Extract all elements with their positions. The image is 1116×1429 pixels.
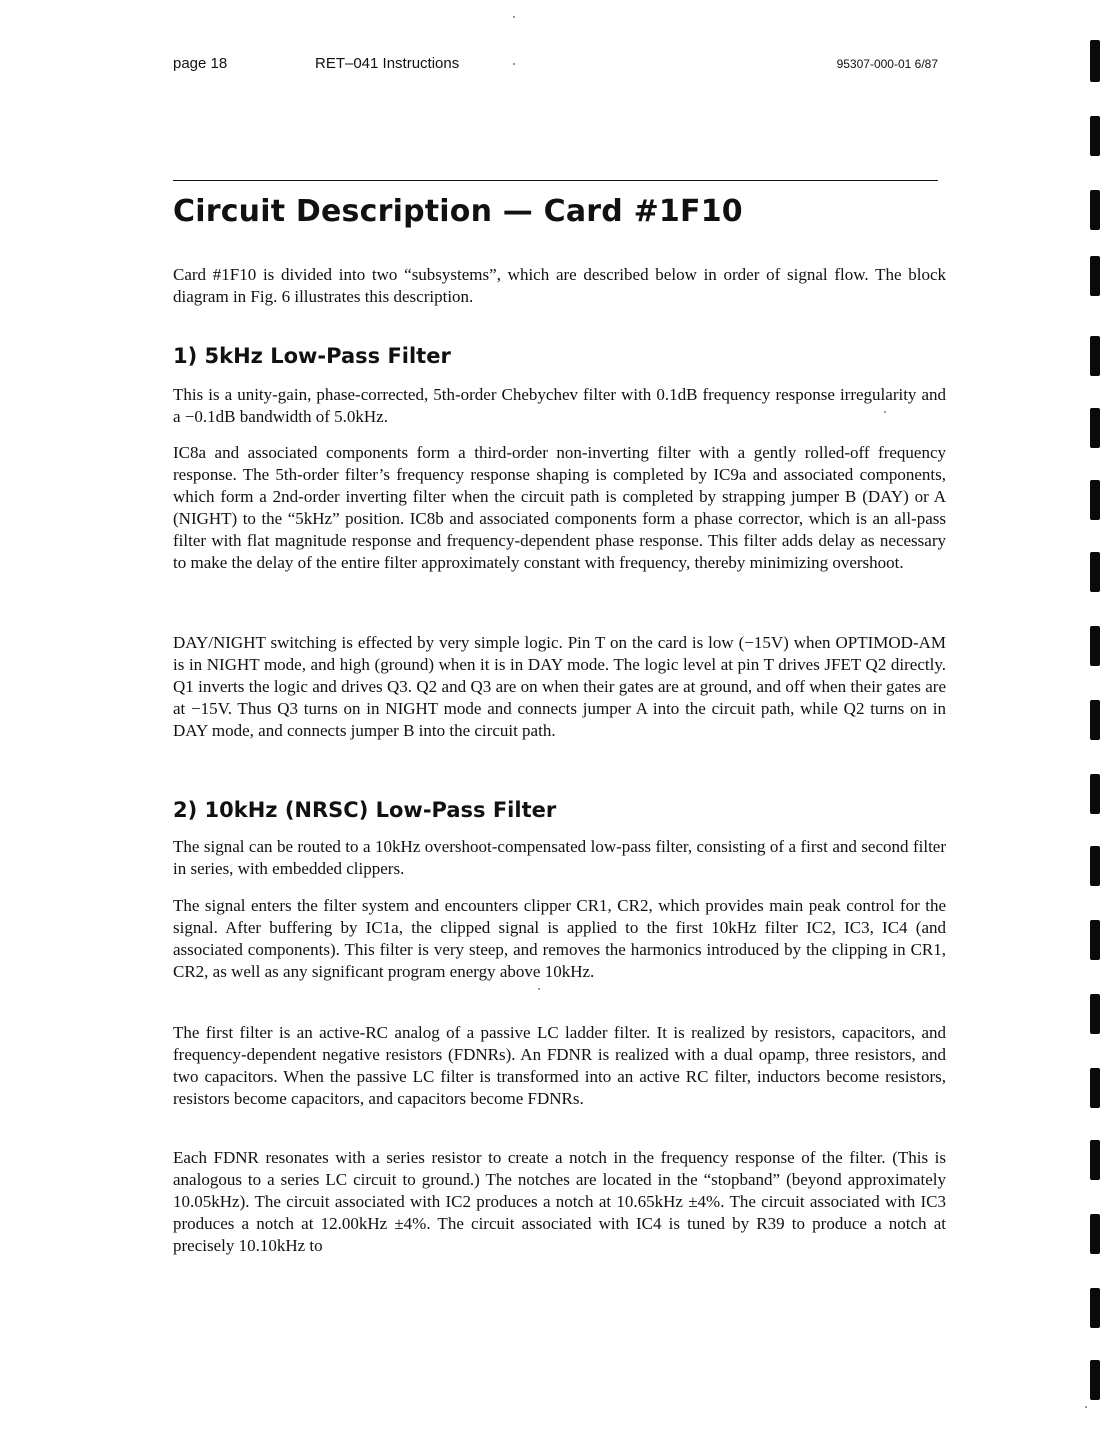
edge-mark — [1090, 190, 1100, 230]
document-title: RET–041 Instructions — [315, 55, 460, 72]
section-2-paragraph-1: The signal can be routed to a 10kHz overshoot-compensated low-pass filter, consisting of a first and second filter in series, with embedded clippers. — [173, 837, 946, 878]
edge-mark — [1090, 40, 1100, 82]
scan-speck — [538, 988, 540, 990]
scan-speck — [1085, 1406, 1087, 1408]
edge-mark — [1090, 336, 1100, 376]
edge-mark — [1090, 1214, 1100, 1254]
scan-speck — [513, 16, 515, 18]
edge-mark — [1090, 552, 1100, 592]
page-title: Circuit Description — Card #1F10 — [173, 194, 743, 229]
page-number: page 18 — [173, 55, 228, 72]
section-2-paragraph-4: Each FDNR resonates with a series resistor to create a notch in the frequency response of the filter. (This is analogous to a series LC circuit to ground.) The notches are located in the “stopband” (beyond approximately 10.05kHz). The circuit associated with IC2 produces a notch at 10.65kHz ±4%. The circuit associated with IC3 produces a notch at 12.00kHz ±4%. The circuit associated with IC4 is tuned by R39 to produce a notch at precisely 10.10kHz to — [173, 1148, 946, 1255]
edge-mark — [1090, 994, 1100, 1034]
edge-mark — [1090, 700, 1100, 740]
edge-mark — [1090, 1068, 1100, 1108]
edge-mark — [1090, 774, 1100, 814]
section-1-paragraph-2: IC8a and associated components form a third-order non-inverting filter with a gently rolled-off frequency response. The 5th-order filter’s frequency response shaping is completed by IC9a and associated components, which form a 2nd-order inverting filter when the circuit path is completed by strapping jumper B (DAY) or A (NIGHT) to the “5kHz” position. IC8b and associated components form a phase corrector, which is an all-pass filter with flat magnitude response and frequency-dependent phase response. This filter adds delay as necessary to make the delay of the entire filter approximately constant with frequency, thereby minimizing overshoot. — [173, 443, 946, 572]
edge-mark — [1090, 920, 1100, 960]
edge-mark — [1090, 1140, 1100, 1180]
section-1-heading: 1) 5kHz Low-Pass Filter — [173, 344, 451, 368]
edge-mark — [1090, 256, 1100, 296]
scan-speck — [884, 411, 886, 413]
title-rule — [173, 180, 938, 181]
edge-mark — [1090, 408, 1100, 448]
edge-mark — [1090, 1288, 1100, 1328]
document-code: 95307-000-01 6/87 — [836, 57, 938, 71]
edge-mark — [1090, 846, 1100, 886]
section-2-heading: 2) 10kHz (NRSC) Low-Pass Filter — [173, 798, 557, 822]
running-header — [173, 55, 938, 77]
section-1-paragraph-3: DAY/NIGHT switching is effected by very simple logic. Pin T on the card is low (−15V) when OPTIMOD-AM is in NIGHT mode, and high (ground) when it is in DAY mode. The logic level at pin T drives JFET Q2 directly. Q1 inverts the logic and drives Q3. Q2 and Q3 are on when their gates are at ground, and off when their gates are at −15V. Thus Q3 turns on in NIGHT mode and connects jumper A into the circuit path, while Q2 turns on in DAY mode, and connects jumper B into the circuit path. — [173, 633, 946, 740]
edge-mark — [1090, 1360, 1100, 1400]
section-1-paragraph-1: This is a unity-gain, phase-corrected, 5th-order Chebychev filter with 0.1dB frequency response irregularity and a −0.1dB bandwidth of 5.0kHz. — [173, 385, 946, 426]
edge-mark — [1090, 116, 1100, 156]
intro-paragraph: Card #1F10 is divided into two “subsystems”, which are described below in order of signal flow. The block diagram in Fig. 6 illustrates this description. — [173, 265, 946, 306]
binding-edge-marks — [1090, 0, 1110, 1429]
section-2-paragraph-2: The signal enters the filter system and encounters clipper CR1, CR2, which provides main peak control for the signal. After buffering by IC1a, the clipped signal is applied to the first 10kHz filter IC2, IC3, IC4 (and associated components). This filter is very steep, and removes the harmonics introduced by the clipping in CR1, CR2, as well as any significant program energy above 10kHz. — [173, 896, 946, 981]
edge-mark — [1090, 626, 1100, 666]
edge-mark — [1090, 480, 1100, 520]
scan-speck — [513, 63, 515, 65]
section-2-paragraph-3: The first filter is an active-RC analog of a passive LC ladder filter. It is realized by resistors, capacitors, and frequency-dependent negative resistors (FDNRs). An FDNR is realized with a dual opamp, three resistors, and two capacitors. When the passive LC filter is transformed into an active RC filter, inductors become resistors, resistors become capacitors, and capacitors become FDNRs. — [173, 1023, 946, 1108]
